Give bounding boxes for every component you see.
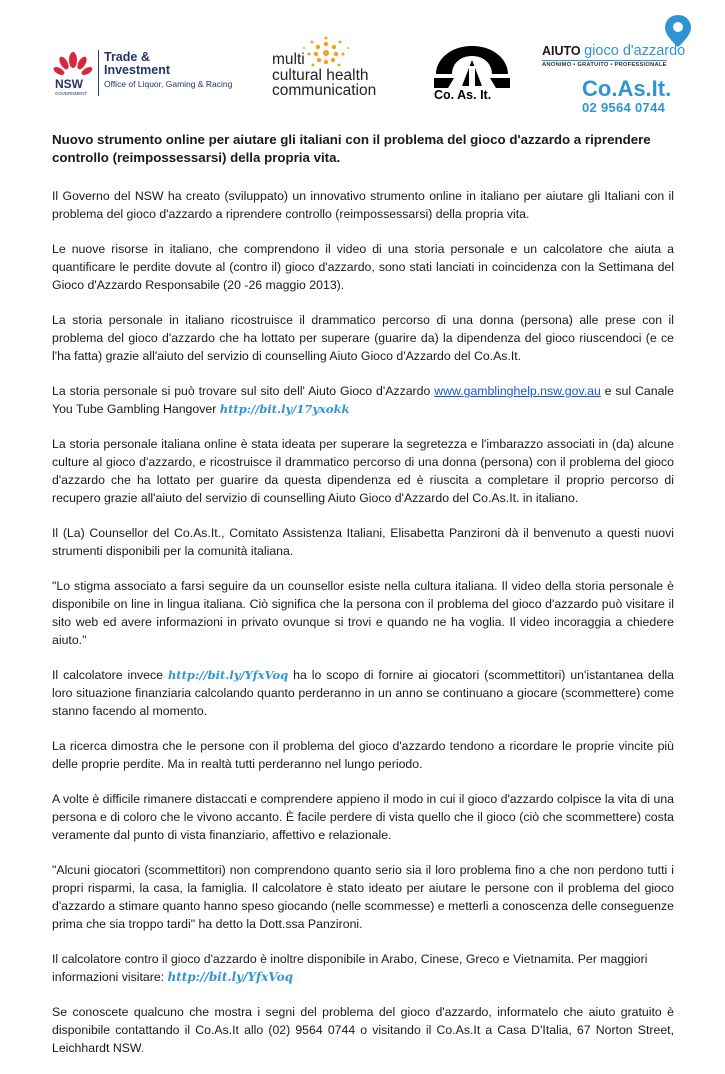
- nsw-mark-subtext: GOVERNMENT: [55, 91, 88, 96]
- paragraph-4: [52, 382, 674, 418]
- paragraph-4-text-a: La storia personale si può trovare sul sito dell' Aiuto Gioco d'Azzardo: [52, 384, 435, 398]
- paragraph-3: La storia personale in italiano ricostruisce il drammatico percorso di una donna (persona) alle prese con il problema del gioco d'azzardo che ha lottato per superare (guarire da) la dipendenza del gioco riuscendoci (e ce l'ha fatta) grazie all'aiuto del servizio di counselling Aiuto Gioco d'Azzardo del Co.As.It.: [52, 313, 674, 363]
- article: [52, 131, 674, 1074]
- aiuto-subtitle: ANONIMO • GRATUITO • PROFESSIONALE: [542, 62, 667, 68]
- nsw-trade-investment-logo: [52, 50, 252, 98]
- paragraph-8: [52, 666, 674, 720]
- more-info-bitly-link[interactable]: http://bit.ly/YfxVoq: [167, 970, 293, 984]
- coasit-wordmark: Co. As. It.: [434, 88, 492, 102]
- nsw-waratah-icon: [52, 50, 94, 98]
- mch-line-cultural-health: cultural health: [272, 66, 369, 84]
- paragraph-12: [52, 950, 674, 986]
- paragraph-11-quote: "Alcuni giocatori (scommettitori) non comprendono quanto serio sia il loro problema fino a che non perdono tutti i propri risparmi, la casa, la famiglia. Il calcolatore è stato ideato per aiutare le persone con il problema del gioco d'azzardo a stimare quanto hanno speso giocando (nelle scommesse) e metterli a conoscenza delle conseguenze prima che sia troppo tardi" ha detto la Dott.ssa Panzironi.: [52, 863, 674, 931]
- calculator-bitly-link[interactable]: http://bit.ly/YfxVoq: [167, 668, 289, 682]
- paragraph-13: [52, 1003, 674, 1057]
- aiuto-title-aiuto: AIUTO: [542, 44, 585, 58]
- logo-header: [0, 0, 725, 120]
- paragraph-12-text-a: Il calcolatore contro il gioco d'azzardo è inoltre disponibile in Arabo, Cinese, Greco e Vietnamita. Per maggiori informazioni visitare:: [52, 952, 648, 984]
- aiuto-gioco-azzardo-logo: [542, 14, 694, 114]
- coasit-logo: [430, 44, 516, 106]
- paragraph-8-text-b: ha lo scopo di fornire ai giocatori (scommettitori) un'istantanea della loro situazione finanziaria calcolando quanto perderanno in un anno se continuano a giocare (scommettere) come stanno facendo al momento.: [52, 668, 674, 718]
- nsw-mark-text: NSW: [55, 77, 83, 91]
- paragraph-6: Il (La) Counsellor del Co.As.It., Comitato Assistenza Italiani, Elisabetta Panzironi dà il benvenuto a questi nuovi strumenti disponibili per la comunità italiana.: [52, 526, 674, 558]
- paragraph-7-quote: "Lo stigma associato a farsi seguire da un counsellor esiste nella cultura italiana. Il video della storia personale è disponibile on line in lingua italiana. Ciò significa che la persona con il problema del gioco d'azzardo può visitare il sito web ed avere informazioni in privato ovunque si trovi e quando ne ha voglia. Il video incoraggia a chiedere aiuto.": [52, 579, 674, 647]
- paragraph-13-dot: .: [140, 1041, 145, 1055]
- mch-wordmark: [272, 52, 376, 99]
- paragraph-5: La storia personale italiana online è stata ideata per superare la segretezza e l'imbarazzo associati in (da) alcune culture al gioco d'azzardo, e ricostruisce il drammatico percorso di una donna (persona) con il problema del gioco d'azzardo che ha lottato per guarire da questa dipendenza ed è riuscita a completare il proprio percorso di recupero grazie all'aiuto del servizio di counselling Aiuto Gioco d'Azzardo del Co.As.It. in italiano.: [52, 437, 674, 505]
- article-heading: Nuovo strumento online per aiutare gli italiani con il problema del gioco d'azzardo a riprendere controllo (reimpossessarsi) della propria vita.: [52, 132, 651, 165]
- aiuto-title: [542, 42, 685, 59]
- paragraph-13-text: Se conoscete qualcuno che mostra i segni del problema del gioco d'azzardo, informatelo che aiuto gratuito è disponibile contattando il Co.As.It allo (02) 9564 0744 o visitando il Co.As.It a Casa D'Italia, 67 Norton Street, Leichhardt NSW: [52, 1005, 674, 1055]
- nsw-line-office: Office of Liquor, Gaming & Racing: [104, 79, 233, 89]
- paragraph-4-text-b: e sul Canale You Tube Gambling Hangover: [52, 384, 674, 416]
- mch-line-communication: communication: [272, 82, 377, 99]
- aiuto-phone: 02 9564 0744: [582, 100, 666, 115]
- aiuto-title-gioco: gioco d'azzardo: [584, 43, 686, 59]
- nsw-line-investment: Investment: [104, 63, 170, 77]
- mch-line-multi: multi: [272, 51, 305, 68]
- youtube-bitly-link[interactable]: http://bit.ly/17yxokk: [219, 402, 350, 416]
- aiuto-org-name: Co.As.It.: [582, 76, 672, 101]
- paragraph-9: La ricerca dimostra che le persone con il problema del gioco d'azzardo tendono a ricordare le proprie vincite più delle proprie perdite. Ma in realtà tutti perderanno nel lungo periodo.: [52, 739, 674, 771]
- paragraph-2: Le nuove risorse in italiano, che comprendono il video di una storia personale e un calcolatore che aiuta a quantificare le perdite dovute al (contro il) gioco d'azzardo, sono stati lanciati in coincidenza con la Settimana del Gioco d'Azzardo Responsabile (20 -26 maggio 2013).: [52, 242, 674, 292]
- paragraph-8-text-a: Il calcolatore invece: [52, 668, 168, 682]
- multicultural-health-logo: [272, 36, 400, 104]
- nsw-wordmark: [98, 50, 232, 96]
- nsw-line-trade: Trade &: [104, 50, 150, 64]
- coasit-emblem-icon: [432, 44, 512, 88]
- gamblinghelp-link[interactable]: www.gamblinghelp.nsw.gov.au: [434, 384, 601, 398]
- paragraph-10: A volte è difficile rimanere distaccati e comprendere appieno il modo in cui il gioco d'azzardo colpisce la vita di una persona e di coloro che le vivono accanto. È facile perdere di vista quello che il gioco (ciò che scommettere) costa veramente dal punto di vista finanziario, affettivo e relazionale.: [52, 792, 674, 842]
- paragraph-1: Il Governo del NSW ha creato (sviluppato) un innovativo strumento online in italiano per aiutare gli Italiani con il problema del gioco d'azzardo a riprendere controllo (reimpossessarsi) della propria vita.: [52, 189, 674, 221]
